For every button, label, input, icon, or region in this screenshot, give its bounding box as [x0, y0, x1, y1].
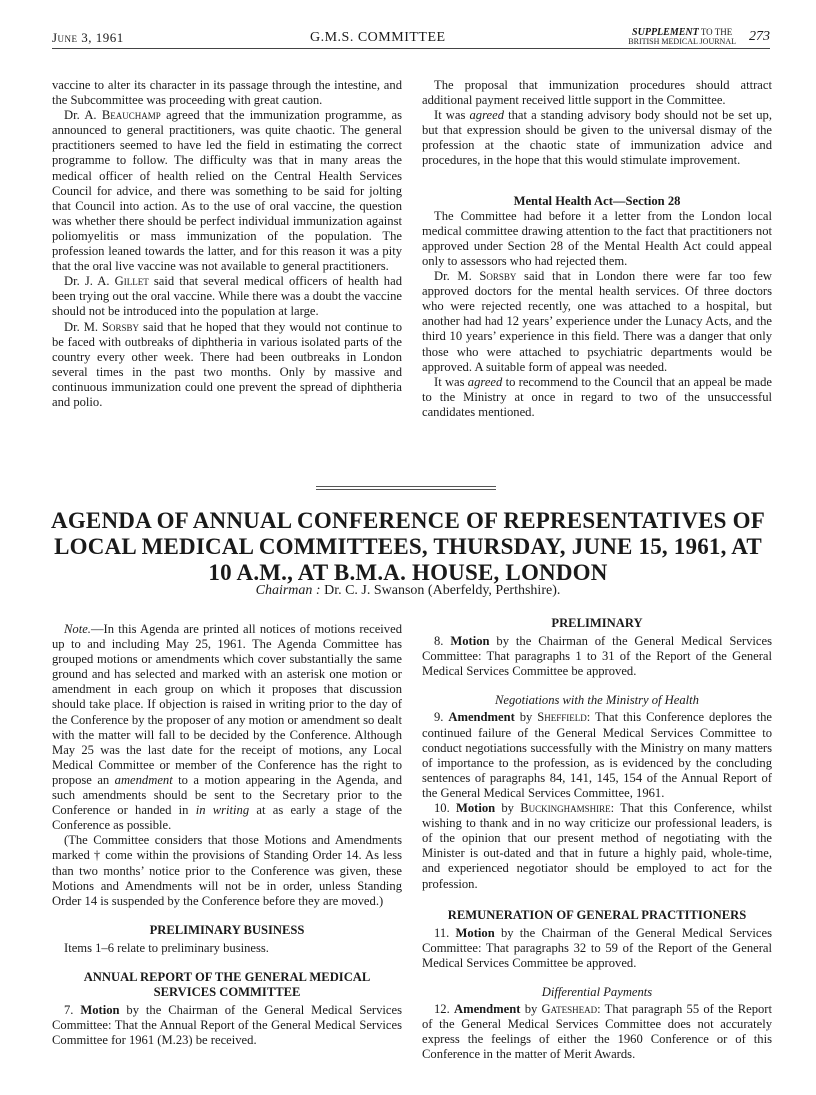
text-run: Dr. J. A. — [64, 274, 115, 289]
speaker-name: Buckinghamshire — [520, 801, 611, 816]
top-left-column — [52, 78, 402, 410]
agenda-note — [52, 622, 402, 909]
speaker-name: Sheffield — [537, 710, 587, 725]
subheading: Negotiations with the Ministry of Health — [495, 693, 699, 708]
header-date: June 3, 1961 — [52, 30, 124, 45]
section-heading: REMUNERATION OF GENERAL PRACTITIONERS — [447, 907, 747, 922]
speaker-name: Gateshead — [541, 1002, 598, 1017]
paragraph-group — [52, 941, 402, 956]
text-run: Items 1–6 relate to preliminary business. — [64, 940, 269, 955]
text-run: by — [514, 710, 538, 725]
text-run: It was — [434, 108, 470, 123]
header-journal — [628, 28, 736, 46]
paragraph — [422, 108, 772, 168]
text-run: agreed that the immunization programme, as announced to general practitioners, was quite chaotic. The general practitioners seemed to have led the field in estimating the correct programme to follow. The difficulty was that in many areas the medical officer of health relied on the Central Health Services Council for advice, and there was something to be said for jolting that Council into action. As to the use of oral vaccine, the question was whether there should be perfect individual immunization against poliomyelitis or mass immunization of the population. The profession leaned towards the latter, and for this reason it was a pity that the oral live vaccine was not available to general practitioners. — [52, 108, 402, 274]
text-run: said that he hoped that they would not continue to be faced with outbreaks of diphtheria in various isolated parts of the country every other week. There had been outbreaks in London several times in the past two months. Only by massive and continuous immunization could one prevent the spread of diphtheria and polio. — [52, 319, 402, 409]
text-run: Note. — [64, 622, 91, 636]
paragraph — [52, 108, 402, 274]
paragraph — [422, 926, 772, 971]
text-run: Dr. M. — [434, 269, 480, 284]
section-divider — [316, 486, 496, 490]
speaker-name: Beauchamp — [101, 108, 161, 123]
section-heading: PRELIMINARY BUSINESS — [149, 922, 305, 937]
text-run: to recommend to the Council that an appeal be made to the Ministry at once in regard to two of the unsuccessful candidates mentioned. — [422, 374, 772, 419]
agenda-item — [422, 926, 772, 971]
text-run: : That paragraph 55 of the Report of the General Medical Services Committee does not accurately express the feelings of either the 1960 Conference or of this Conference in the matter of Merit Awards. — [422, 1002, 772, 1062]
paragraph — [52, 833, 402, 908]
paragraph — [422, 710, 772, 801]
text-run: 12. — [434, 1002, 454, 1017]
agenda-items — [422, 710, 772, 891]
chairman-line — [40, 583, 776, 599]
text-run: Dr. A. — [64, 108, 102, 123]
paragraph-group — [422, 209, 772, 420]
text-run: 9. — [434, 710, 449, 725]
text-run: agreed — [469, 108, 504, 123]
text-run: —In this Agenda are printed all notices of motions received up to and including May 25, 1961. The Agenda Committee has grouped motions or amendments which cover substantially the same ground and has selected and marked with an asterisk one motion or amendment in each group on which it proposes that discussion should take place. If objection is raised in writing prior to the day of the Conference by the proposer of any motion or amendment so dealt with the matter will fall to be decided by the Conference. Although May 25 was the last date for the receipt of motions, any Local Medical Committee or member of the Conference has the right to propose an — [52, 622, 402, 787]
item-type: Amendment — [453, 1002, 521, 1017]
text-run: : That this Conference, whilst wishing to thank and in no way criticize our professional leaders, is of the opinion that our present method of negotiating with the Minister is out-dated and that in future a highly paid, whole-time, and experienced negotiator should be employed to act for the profession. — [422, 801, 773, 891]
text-run: vaccine to alter its character in its passage through the intestine, and the Subcommittee was proceeding with great caution. — [52, 78, 402, 108]
text-run: by — [495, 801, 521, 816]
section-heading: ANNUAL REPORT OF THE GENERAL MEDICAL SERVICES COMMITTEE — [83, 969, 371, 1000]
text-run: (The Committee considers that those Motions and Amendments marked † come within the provisions of Standing Order 14. As less than two months’ notice prior to the Conference was given, these Motions and Amendments will not be in order, unless Standing Order 14 is suspended by the Conference before they are moved.) — [52, 833, 402, 908]
text-run: in writing — [195, 803, 250, 818]
text-run: Dr. M. — [64, 319, 103, 334]
text-run: agreed — [467, 374, 503, 389]
agenda-item — [422, 634, 772, 679]
bottom-right-column — [422, 616, 772, 1062]
speaker-name: Gillet — [114, 274, 149, 289]
item-type: Motion — [455, 801, 496, 816]
paragraph — [52, 320, 402, 411]
text-run: by the Chairman of the General Medical Services Committee: That paragraphs 32 to 59 of the Report of the General Medical Services Committee be approved. — [422, 925, 772, 970]
text-run: to a motion appearing in the Agenda, and such amendments should be sent to the Secretary prior to the Conference or handed in — [52, 772, 402, 818]
paragraph — [422, 1002, 772, 1062]
text-run: by the Chairman of the General Medical Services Committee: That paragraphs 1 to 31 of the Report of the General Medical Services Committee be approved. — [422, 634, 773, 679]
chairman-name: Dr. C. J. Swanson (Aberfeldy, Perthshire). — [320, 583, 561, 598]
chairman-label: Chairman : — [255, 583, 321, 598]
text-run: by — [520, 1002, 542, 1017]
text-run: at as early a stage of the Conference as possible. — [52, 803, 402, 833]
text-run: by the Chairman of the General Medical Services Committee: That the Annual Report of the General Medical Services Committee for 1961 (M.23) be received. — [52, 1003, 403, 1048]
paragraph — [52, 1003, 402, 1048]
paragraph — [52, 274, 402, 319]
text-run: 10. — [434, 801, 456, 816]
paragraph-group — [422, 78, 772, 169]
agenda-item — [422, 1002, 772, 1062]
text-run: amendment — [114, 772, 173, 787]
paragraph-group — [52, 78, 402, 410]
text-run: The proposal that immunization procedures should attract additional payment received little support in the Committee. — [422, 78, 772, 108]
text-run: said that in London there were far too few approved doctors for the mental health services. Of three doctors who were rejected recently, one was attached to a hospital, but another had had 12 years’ experience under the Lunacy Acts, and the third 10 years’ experience in this field. There was a danger that only those who were attached to psychiatric departments would be approved. A suitable form of appeal was needed. — [422, 269, 772, 374]
text-run: 11. — [434, 925, 456, 940]
paragraph — [422, 78, 772, 108]
item-type: Amendment — [448, 710, 515, 725]
supplement-label: SUPPLEMENT — [632, 27, 699, 38]
item-type: Motion — [455, 925, 495, 940]
paragraph — [422, 801, 772, 892]
agenda-item — [52, 1003, 402, 1048]
speaker-name: Sorsby — [479, 269, 517, 284]
header-section: G.M.S. COMMITTEE — [310, 30, 446, 45]
text-run: 7. — [64, 1003, 81, 1018]
paragraph — [52, 941, 402, 956]
page-number: 273 — [749, 29, 770, 44]
paragraph — [422, 634, 772, 679]
section-heading: PRELIMINARY — [551, 616, 643, 630]
text-run: said that several medical officers of health had been trying out the oral vaccine. While there was a doubt the vaccine should not be introduced into the population at large. — [52, 274, 402, 319]
paragraph — [422, 269, 772, 375]
text-run: that a standing advisory body should not be set up, but that expression should be given to the universal dismay of the profession at the chaotic state of immunization advice and procedures, in the hope that this would stimulate improvement. — [422, 108, 772, 168]
paragraph — [52, 78, 402, 108]
paragraph — [52, 622, 402, 833]
text-run: : That this Conference deplores the continued failure of the General Medical Services Committee to conduct negotiations successfully with the Ministry on many matters of importance to the profession, as is evidenced by the concluding sentences of paragraphs 84, 141, 145, 154 of the Annual Report of the General Medical Services Committee, 1961. — [422, 710, 773, 800]
journal-name: BRITISH MEDICAL JOURNAL — [628, 37, 736, 46]
bottom-left-column — [52, 622, 402, 1048]
text-run: 8. — [434, 634, 451, 649]
top-right-column — [422, 78, 772, 420]
speaker-name: Sorsby — [102, 319, 140, 334]
to-the-label: TO THE — [700, 27, 733, 37]
paragraph — [422, 375, 772, 420]
text-run: The Committee had before it a letter from the London local medical committee drawing attention to the fact that practitioners not approved under Section 28 of the Mental Health Act could appeal only to assessors who had rejected them. — [422, 208, 772, 268]
paragraph — [422, 209, 772, 269]
item-type: Motion — [450, 634, 490, 649]
running-header — [52, 28, 770, 49]
agenda-title: AGENDA OF ANNUAL CONFERENCE OF REPRESENTATIVES OF LOCAL MEDICAL COMMITTEES, THURSDAY, JUNE 15, 1961, AT 10 A.M., AT B.M.A. HOUSE, LONDON — [51, 508, 765, 585]
section-heading: Mental Health Act—Section 28 — [513, 193, 681, 208]
text-run: It was — [434, 374, 468, 389]
subheading: Differential Payments — [541, 984, 653, 999]
item-type: Motion — [80, 1003, 120, 1018]
